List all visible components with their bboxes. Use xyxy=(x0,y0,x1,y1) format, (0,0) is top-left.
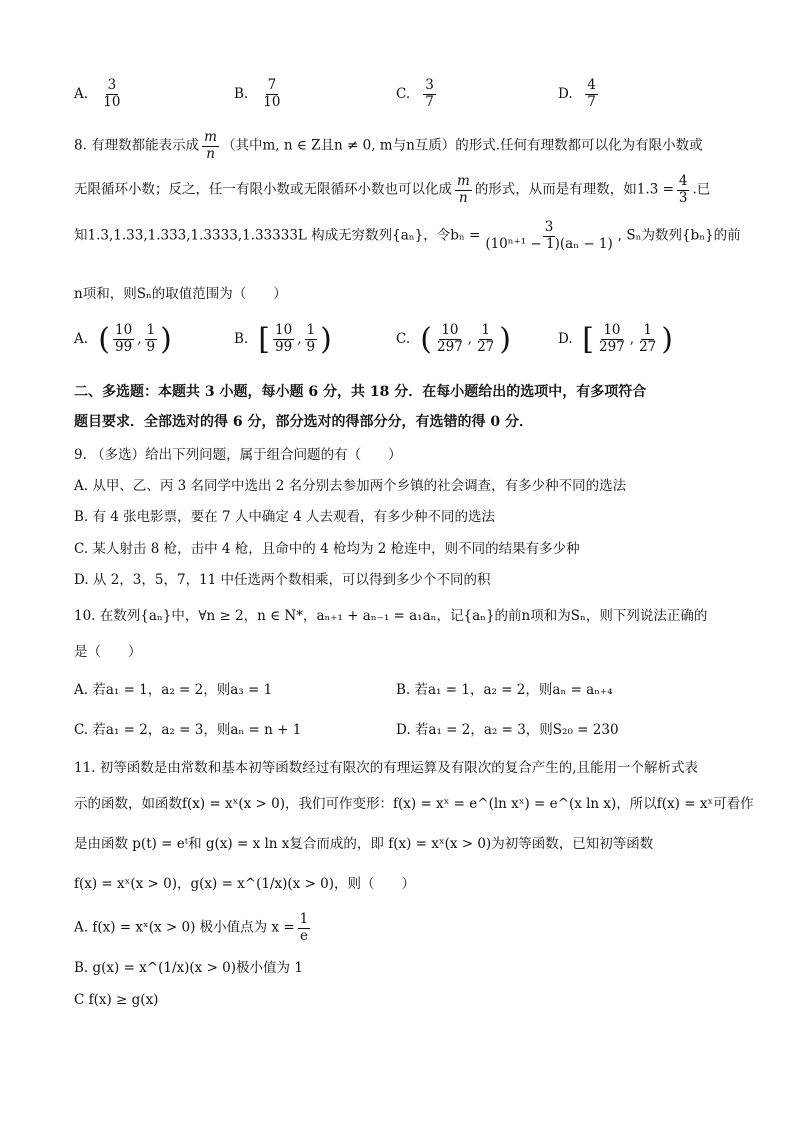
option-label: A. xyxy=(74,331,89,347)
fraction: $\frac{3}{10}$ xyxy=(103,77,121,110)
q11-line-2: 示的函数，如函数f(x) = xˣ(x > 0)，我们可作变形：f(x) = xˣ = e^(ln xˣ) = e^(x ln x)，所以f(x) = xˣ可看作 xyxy=(74,796,754,812)
fraction: $\frac{4}{7}$ xyxy=(587,77,596,110)
q8-line-2: 无限循环小数；反之，任一有限小数或无限循环小数也可以化成 $\frac{m}{n}$ 的形式，从而是有理数，如1.3̇ = $\frac{4}{3}$ .已 xyxy=(74,173,711,206)
bracket: ( xyxy=(420,322,433,357)
option-label: C. xyxy=(396,85,411,102)
q11-option-a[interactable]: A. f(x) = xˣ(x > 0) 极小值点为 x = $\frac{1}{e}$ xyxy=(74,911,309,944)
fraction: $\frac{10}{99}$ xyxy=(115,322,133,355)
fraction: $\frac{10}{99}$ xyxy=(275,322,293,355)
q7-option-d[interactable] xyxy=(558,78,601,110)
q8-option-c[interactable]: C. ( $\frac{10}{297}$ , $\frac{1}{27}$ ) xyxy=(396,322,511,357)
q8-line-1: 8. 有理数都能表示成 $\frac{m}{n}$ （其中m, n ∈ Z且n ≠ 0, m与n互质）的形式.任何有理数都可以化为有限小数或 xyxy=(74,129,703,162)
q10-option-d[interactable]: D. 若a₁ = 2，a₂ = 3，则S₂₀ = 230 xyxy=(396,722,619,738)
q10-option-b[interactable]: B. 若a₁ = 1，a₂ = 2，则aₙ = aₙ₊₄ xyxy=(396,682,613,698)
q11-option-b[interactable]: B. g(x) = x^(1/x)(x > 0)极小值为 1 xyxy=(74,960,303,976)
section-heading: 二、多选题：本题共 3 小题，每小题 6 分，共 18 分．在每小题给出的选项中，有多项符合 xyxy=(74,384,647,400)
fraction: $\frac{10}{297}$ xyxy=(599,322,625,355)
fraction: $\frac{1}{9}$ xyxy=(146,322,156,355)
fraction: $\frac{4}{3}$ xyxy=(678,173,688,206)
fraction: $\frac{1}{27}$ xyxy=(477,322,495,355)
bracket: [ xyxy=(582,322,595,357)
q10-option-a[interactable]: A. 若a₁ = 1，a₂ = 2，则a₃ = 1 xyxy=(74,682,273,698)
bracket: ) xyxy=(160,322,172,357)
section-heading-cont: 题目要求．全部选对的得 6 分，部分选对的得部分分，有选错的得 0 分． xyxy=(74,414,533,430)
fraction: $\frac{1}{9}$ xyxy=(306,322,316,355)
q11-line-1: 11. 初等函数是由常数和基本初等函数经过有限次的有理运算及有限次的复合产生的,且能用一个解析式表 xyxy=(74,760,699,776)
q10-stem-cont: 是（ ） xyxy=(74,644,142,660)
fraction: $\frac{1}{e}$ xyxy=(299,911,309,944)
q11-line-3: 是由函数 p(t) = eᵗ和 g(x) = x ln x复合而成的，即 f(x) = xˣ(x > 0)为初等函数，已知初等函数 xyxy=(74,836,654,852)
fraction: $\frac{1}{27}$ xyxy=(639,322,657,355)
q8-option-a[interactable]: A. ( $\frac{10}{99}$ , $\frac{1}{9}$ ) xyxy=(74,322,172,357)
q8-line-3: 知1.3,1.33,1.333,1.3333,1.33333L 构成无穷数列{aₙ}，令bₙ = $\frac{3}{\text{(10ⁿ⁺¹ − 1)(aₙ − 1)}}$ , Sₙ为数列{bₙ}的前 xyxy=(74,219,741,252)
fraction: $\frac{3}{\text{(10ⁿ⁺¹ − 1)(aₙ − 1)}}$ xyxy=(485,219,613,252)
option-label: A. xyxy=(74,85,89,102)
option-label: B. xyxy=(234,85,249,102)
bracket: ( xyxy=(98,322,111,357)
fraction: $\frac{m}{n}$ xyxy=(204,129,217,162)
fraction: $\frac{10}{297}$ xyxy=(437,322,463,355)
fraction: $\frac{3}{7}$ xyxy=(425,77,434,110)
bracket: [ xyxy=(258,322,271,357)
q10-stem: 10. 在数列{aₙ}中，∀n ≥ 2，n ∈ N*，aₙ₊₁ + aₙ₋₁ = a₁aₙ，记{aₙ}的前n项和为Sₙ，则下列说法正确的 xyxy=(74,608,708,624)
q11-line-4: f(x) = xˣ(x > 0)，g(x) = x^(1/x)(x > 0)，则（ ） xyxy=(74,876,416,892)
q7-option-c[interactable] xyxy=(396,78,439,110)
q9-option-c[interactable]: C. 某人射击 8 枪，击中 4 枪，且命中的 4 枪均为 2 枪连中，则不同的结果有多少种 xyxy=(74,541,580,557)
bracket: ) xyxy=(499,322,511,357)
option-label: B. xyxy=(234,331,249,347)
option-label: C. xyxy=(396,331,411,347)
bracket: ) xyxy=(320,322,332,357)
q9-option-a[interactable]: A. 从甲、乙、丙 3 名同学中选出 2 名分别去参加两个乡镇的社会调查，有多少种不同的选法 xyxy=(74,478,627,494)
q10-option-c[interactable]: C. 若a₁ = 2，a₂ = 3，则aₙ = n + 1 xyxy=(74,722,302,738)
fraction: $\frac{7}{10}$ xyxy=(263,77,281,110)
option-label: D. xyxy=(558,331,573,347)
bracket: ) xyxy=(661,322,673,357)
option-label: D. xyxy=(558,85,573,102)
q8-option-d[interactable]: D. [ $\frac{10}{297}$ , $\frac{1}{27}$ ) xyxy=(558,322,673,357)
fraction: $\frac{m}{n}$ xyxy=(457,173,470,206)
q9-option-b[interactable]: B. 有 4 张电影票，要在 7 人中确定 4 人去观看，有多少种不同的选法 xyxy=(74,509,496,525)
q9-option-d[interactable]: D. 从 2，3，5，7，11 中任选两个数相乘，可以得到多少个不同的积 xyxy=(74,572,491,588)
q7-option-a[interactable] xyxy=(74,78,125,110)
q7-option-b[interactable] xyxy=(234,78,285,110)
q8-line-4: n项和，则Sₙ的取值范围为（ ） xyxy=(74,286,287,302)
q9-stem: 9. （多选）给出下列问题，属于组合问题的有（ ） xyxy=(74,447,402,463)
q11-option-c[interactable]: C f(x) ≥ g(x) xyxy=(74,992,159,1008)
q8-option-b[interactable]: B. [ $\frac{10}{99}$ , $\frac{1}{9}$ ) xyxy=(234,322,332,357)
